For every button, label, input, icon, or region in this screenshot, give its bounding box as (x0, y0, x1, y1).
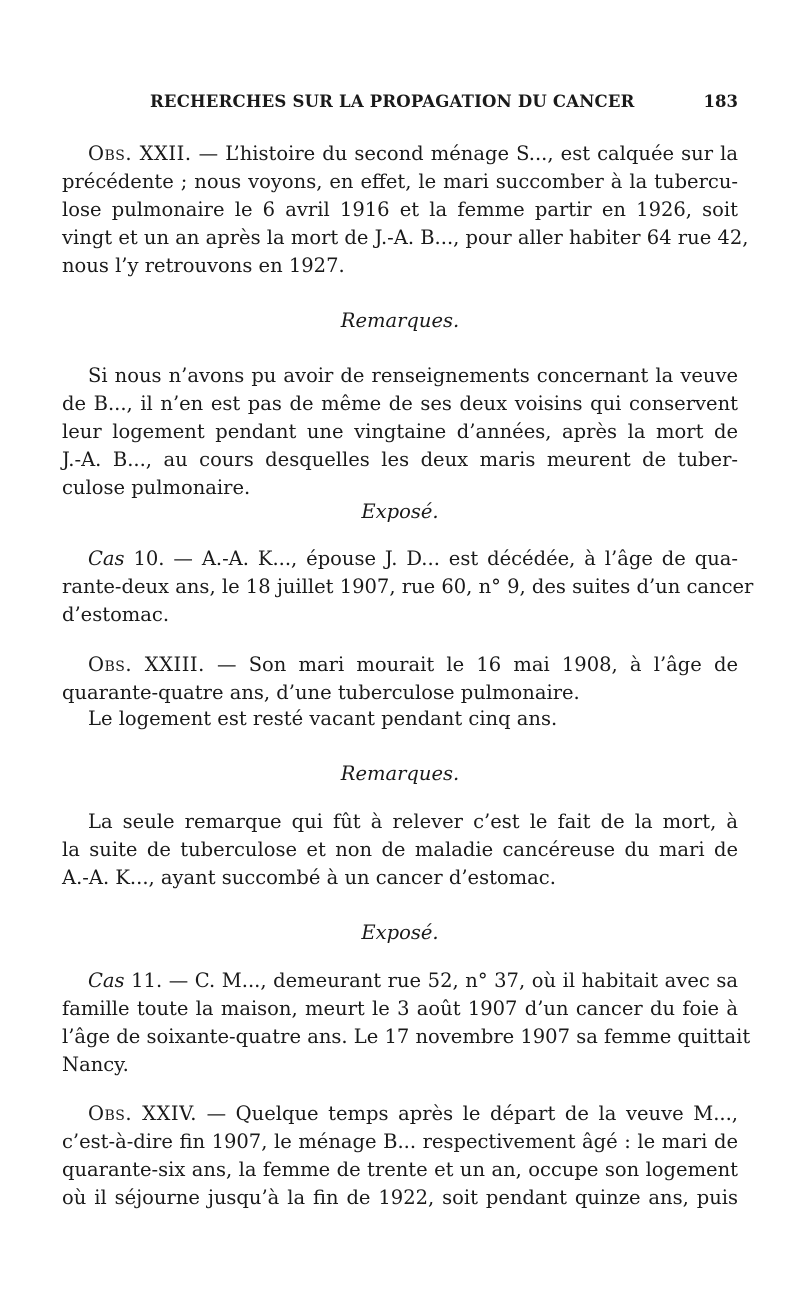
remarques1-line-5: culose pulmonaire. (62, 476, 251, 499)
obs24-line-1-text: — Quelque temps après le départ de la veuve M..., (197, 1102, 738, 1125)
obs23-line-2: quarante-quatre ans, d’une tuberculose pulmonaire. (62, 681, 580, 704)
obs24-line-3: quarante-six ans, la femme de trente et un an, occupe son logement (62, 1158, 738, 1181)
cas11-lead: Cas (88, 969, 125, 992)
cas11-line-1-text: 11. — C. M..., demeurant rue 52, n° 37, où il habitait avec sa (124, 969, 738, 992)
remarques-heading-1: Remarques. (340, 309, 460, 332)
obs23-line-1 (88, 651, 738, 679)
running-head (62, 92, 738, 116)
obs22-lead: Obs. XXII. (88, 142, 192, 165)
obs24-line-2: c’est-à-dire fin 1907, le ménage B... respectivement âgé : le mari de (62, 1130, 738, 1153)
cas11-line-1 (88, 967, 738, 995)
remarques1-line-4: J.-A. B..., au cours desquelles les deux maris meurent de tuber- (62, 448, 738, 471)
obs22-line-1-text: — L’histoire du second ménage S..., est calquée sur la (191, 142, 738, 165)
expose-heading-2: Exposé. (361, 921, 439, 944)
page-number: 183 (703, 92, 738, 111)
obs22-line-3: lose pulmonaire le 6 avril 1916 et la femme partir en 1926, soit (62, 198, 738, 221)
cas10-lead: Cas (88, 547, 125, 570)
obs24-line-4: où il séjourne jusqu’à la fin de 1922, soit pendant quinze ans, puis (62, 1186, 738, 1209)
obs22-line-4: vingt et un an après la mort de J.-A. B..., pour aller habiter 64 rue 42, (62, 226, 749, 249)
remarques2-line-3: A.-A. K..., ayant succombé à un cancer d’estomac. (62, 866, 556, 889)
remarques1-line-2: de B..., il n’en est pas de même de ses deux voisins qui conservent (62, 392, 738, 415)
cas10-line-1 (88, 545, 738, 573)
cas10-line-3: d’estomac. (62, 603, 170, 626)
obs23-line-1-text: — Son mari mourait le 16 mai 1908, à l’âge de (204, 653, 738, 676)
cas11-line-3: l’âge de soixante-quatre ans. Le 17 novembre 1907 sa femme quittait (62, 1025, 751, 1048)
remarques2-line-1: La seule remarque qui fût à relever c’est le fait de la mort, à (88, 810, 738, 833)
remarques1-line-1: Si nous n’avons pu avoir de renseignements concernant la veuve (88, 364, 738, 387)
remarques-heading-2: Remarques. (340, 762, 460, 785)
obs23-lead: Obs. XXIII. (88, 653, 205, 676)
cas10-line-1-text: 10. — A.-A. K..., épouse J. D... est décédée, à l’âge de qua- (124, 547, 738, 570)
cas11-line-2: famille toute la maison, meurt le 3 août 1907 d’un cancer du foie à (62, 997, 738, 1020)
obs22-line-2: précédente ; nous voyons, en effet, le mari succomber à la tubercu- (62, 170, 738, 193)
remarques1-line-3: leur logement pendant une vingtaine d’années, après la mort de (62, 420, 738, 443)
obs23-line-3: Le logement est resté vacant pendant cinq ans. (88, 707, 558, 730)
cas10-line-2: rante-deux ans, le 18 juillet 1907, rue 60, n° 9, des suites d’un cancer (62, 575, 754, 598)
expose-heading-1: Exposé. (361, 500, 439, 523)
obs22-line-1 (88, 140, 738, 168)
obs22-line-5: nous l’y retrouvons en 1927. (62, 254, 345, 277)
obs24-lead: Obs. XXIV. (88, 1102, 197, 1125)
remarques2-line-2: la suite de tuberculose et non de maladie cancéreuse du mari de (62, 838, 738, 861)
running-title: RECHERCHES SUR LA PROPAGATION DU CANCER (150, 92, 635, 111)
cas11-line-4: Nancy. (62, 1053, 129, 1076)
obs24-line-1 (88, 1100, 738, 1128)
